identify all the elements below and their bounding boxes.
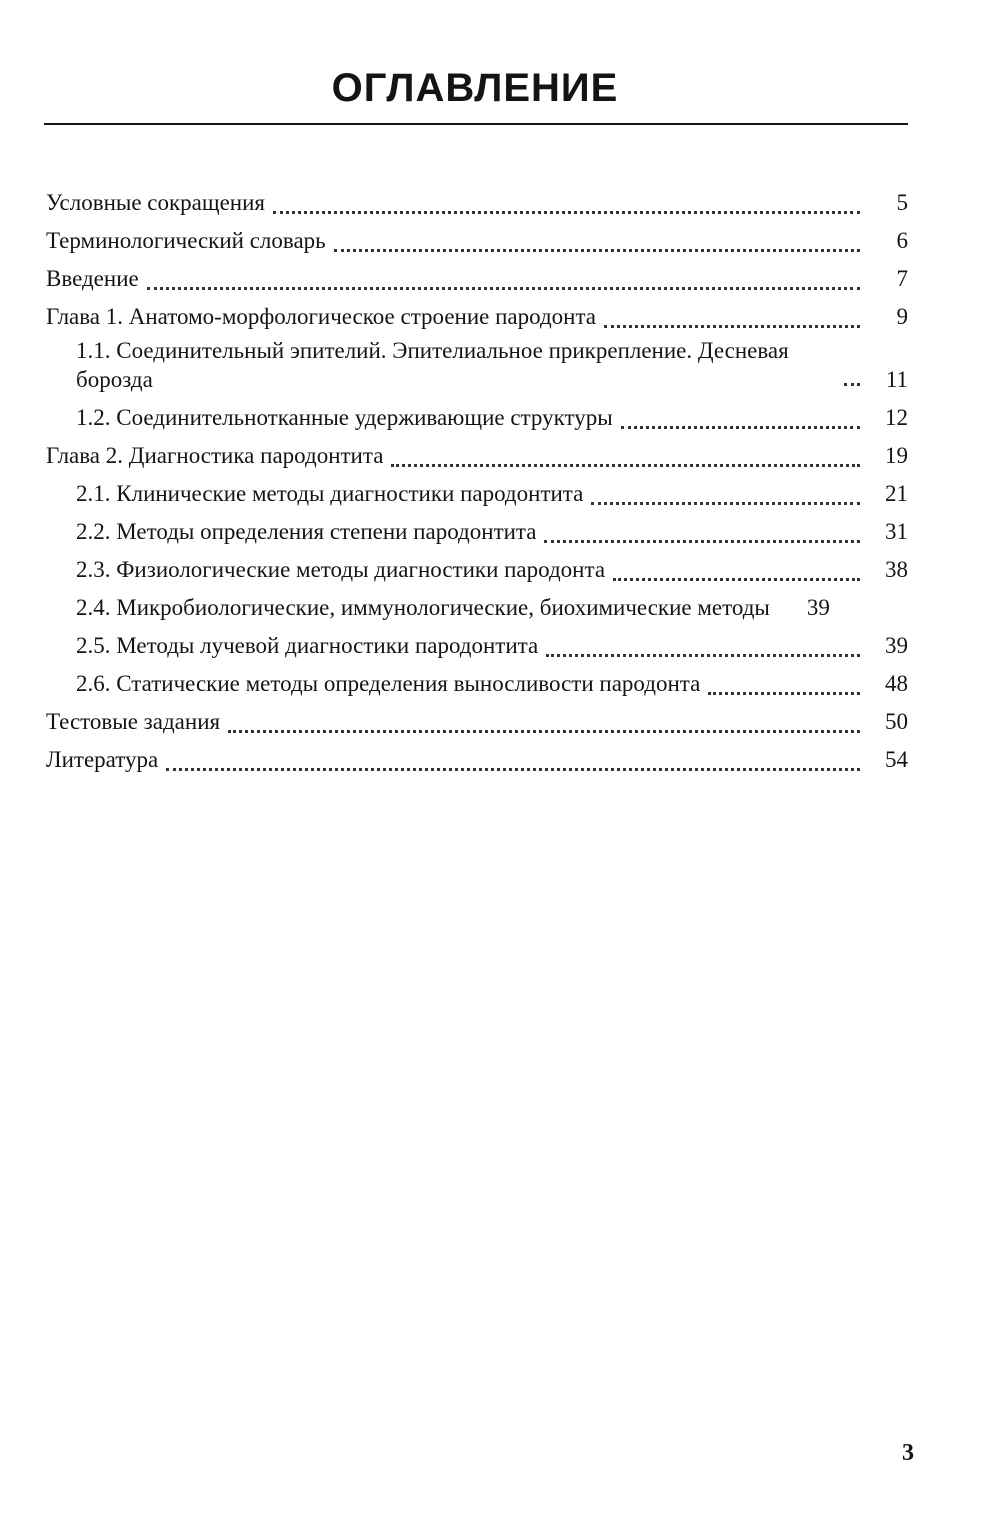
toc-entry-page: 5 (896, 190, 908, 215)
toc-entry[interactable] (46, 184, 908, 222)
toc-entry-page: 48 (885, 671, 908, 696)
dot-leader (621, 425, 860, 429)
toc-entry-page: 31 (885, 519, 908, 544)
page-number: 3 (902, 1440, 914, 1466)
toc-entry-title: Глава 2. Диагностика пародонтита (46, 443, 384, 468)
dot-leader (166, 767, 860, 771)
toc-entry-title: 2.1. Клинические методы диагностики пародонтита (76, 481, 584, 506)
toc-entry-title: 1.1. Соединительный эпителий. Эпителиальное прикрепление. Десневая борозда (76, 338, 789, 392)
dot-leader (147, 286, 860, 290)
toc-entry-title: Терминологический словарь (46, 228, 326, 253)
toc-entry-title: 2.6. Статические методы определения выносливости пародонта (76, 671, 701, 696)
toc-entry-title: 2.5. Методы лучевой диагностики пародонтита (76, 633, 539, 658)
toc-entry-title: Тестовые задания (46, 709, 221, 734)
toc-entry-page: 39 (806, 595, 830, 620)
dot-leader (604, 324, 860, 328)
dot-leader (273, 210, 860, 214)
toc-entry[interactable] (46, 589, 908, 627)
toc-entry-page: 50 (885, 709, 908, 734)
toc-entry[interactable] (46, 336, 908, 399)
dot-leader (591, 501, 860, 505)
toc-entry-page: 7 (896, 266, 908, 291)
toc-entry[interactable] (46, 399, 908, 437)
toc-entry[interactable] (46, 437, 908, 475)
page-title: ОГЛАВЛЕНИЕ (331, 66, 619, 110)
toc-entry[interactable] (46, 703, 908, 741)
toc-entry-page: 54 (885, 747, 908, 772)
toc-entry-page: 39 (885, 633, 908, 658)
toc-entry[interactable] (46, 551, 908, 589)
dot-leader (228, 729, 860, 733)
dot-leader (844, 382, 860, 386)
table-of-contents (46, 184, 908, 779)
toc-entry[interactable] (46, 665, 908, 703)
toc-entry[interactable] (46, 513, 908, 551)
toc-entry-title: 2.2. Методы определения степени пародонтита (76, 519, 537, 544)
toc-entry-title: Условные сокращения (46, 190, 265, 215)
toc-entry[interactable] (46, 741, 908, 779)
dot-leader (334, 248, 860, 252)
toc-entry[interactable] (46, 260, 908, 298)
toc-entry-page: 12 (885, 405, 908, 430)
toc-entry-page: 11 (885, 367, 908, 392)
toc-entry[interactable] (46, 627, 908, 665)
toc-entry-page: 21 (885, 481, 908, 506)
toc-entry-title: 2.4. Микробиологические, иммунологические, биохимические методы (76, 595, 770, 620)
toc-entry-title: 2.3. Физиологические методы диагностики пародонта (76, 557, 606, 582)
title-rule (44, 123, 908, 125)
toc-entry-title: 1.2. Соединительнотканные удерживающие структуры (76, 405, 613, 430)
dot-leader (708, 691, 860, 695)
toc-entry[interactable] (46, 222, 908, 260)
dot-leader (544, 539, 860, 543)
toc-entry-title: Глава 1. Анатомо-морфологическое строение пародонта (46, 304, 597, 329)
toc-entry-title: Введение (46, 266, 139, 291)
dot-leader (546, 653, 860, 657)
dot-leader (778, 618, 782, 619)
toc-entry-page: 9 (896, 304, 908, 329)
toc-entry[interactable] (46, 475, 908, 513)
toc-entry-title: Литература (46, 747, 159, 772)
toc-entry-page: 19 (885, 443, 908, 468)
toc-entry[interactable] (46, 298, 908, 336)
toc-entry-page: 38 (885, 557, 908, 582)
dot-leader (391, 463, 860, 467)
toc-entry-page: 6 (896, 228, 908, 253)
dot-leader (613, 577, 860, 581)
